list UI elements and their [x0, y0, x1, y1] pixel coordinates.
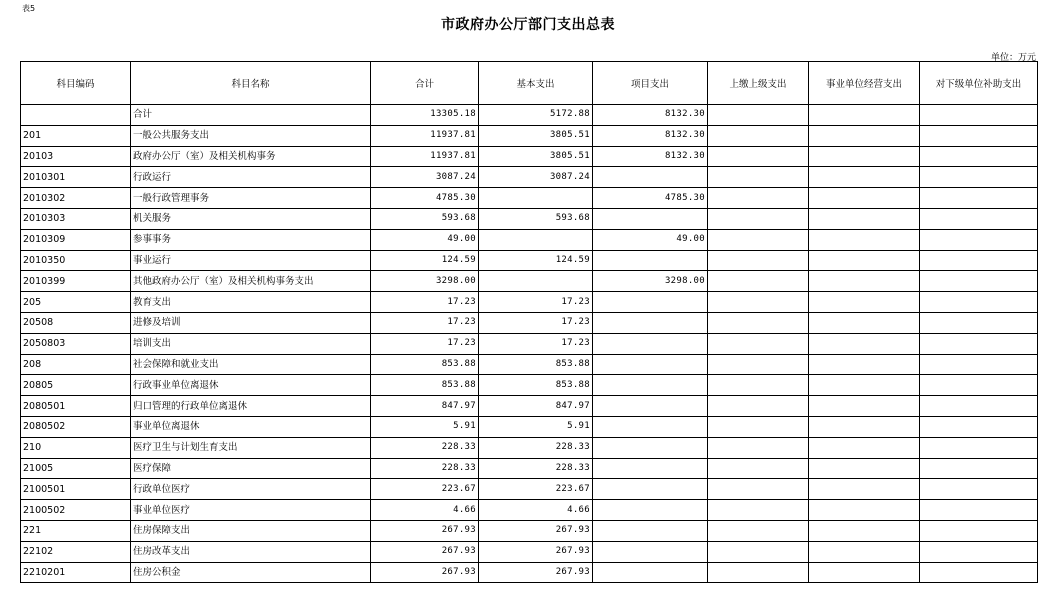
- basic-cell: 223.67: [479, 479, 593, 500]
- table-number: 表5: [22, 4, 36, 13]
- subject-name-cell: 行政单位医疗: [131, 479, 371, 500]
- header-total: 合计: [371, 62, 479, 105]
- subsidy-cell: [920, 333, 1038, 354]
- subject-code-cell: 2210201: [21, 562, 131, 583]
- operating-cell: [809, 520, 920, 541]
- remit-cell: [708, 479, 809, 500]
- header-institution-operating: 事业单位经营支出: [809, 62, 920, 105]
- basic-cell: 4.66: [479, 500, 593, 521]
- total-cell: 11937.81: [371, 125, 479, 146]
- header-subject-code: 科目编码: [21, 62, 131, 105]
- header-subsidy-to-subordinate: 对下级单位补助支出: [920, 62, 1038, 105]
- subject-name-cell: 归口管理的行政单位离退休: [131, 396, 371, 417]
- subsidy-cell: [920, 146, 1038, 167]
- subject-code-cell: 2010399: [21, 271, 131, 292]
- basic-cell: 5.91: [479, 416, 593, 437]
- subject-name-cell: 一般行政管理事务: [131, 188, 371, 209]
- remit-cell: [708, 250, 809, 271]
- table-row: [21, 271, 1038, 292]
- subject-code-cell: [21, 105, 131, 126]
- header-basic-expenditure: 基本支出: [479, 62, 593, 105]
- basic-cell: 3805.51: [479, 125, 593, 146]
- subsidy-cell: [920, 105, 1038, 126]
- project-cell: [593, 250, 708, 271]
- table-row: [21, 167, 1038, 188]
- total-cell: 847.97: [371, 396, 479, 417]
- subject-code-cell: 2010350: [21, 250, 131, 271]
- subject-name-cell: 住房公积金: [131, 562, 371, 583]
- operating-cell: [809, 146, 920, 167]
- project-cell: [593, 416, 708, 437]
- remit-cell: [708, 188, 809, 209]
- subject-code-cell: 2080502: [21, 416, 131, 437]
- operating-cell: [809, 500, 920, 521]
- subject-code-cell: 201: [21, 125, 131, 146]
- table-row: [21, 375, 1038, 396]
- remit-cell: [708, 208, 809, 229]
- subject-code-cell: 20508: [21, 312, 131, 333]
- table-row: [21, 416, 1038, 437]
- subject-name-cell: 一般公共服务支出: [131, 125, 371, 146]
- project-cell: [593, 458, 708, 479]
- subject-name-cell: 住房改革支出: [131, 541, 371, 562]
- table-row: [21, 437, 1038, 458]
- remit-cell: [708, 271, 809, 292]
- table-row: [21, 520, 1038, 541]
- total-cell: 267.93: [371, 520, 479, 541]
- total-cell: 17.23: [371, 292, 479, 313]
- subsidy-cell: [920, 167, 1038, 188]
- subject-name-cell: 政府办公厅（室）及相关机构事务: [131, 146, 371, 167]
- total-cell: 5.91: [371, 416, 479, 437]
- subsidy-cell: [920, 479, 1038, 500]
- basic-cell: 853.88: [479, 354, 593, 375]
- subject-name-cell: 进修及培训: [131, 312, 371, 333]
- operating-cell: [809, 416, 920, 437]
- project-cell: [593, 562, 708, 583]
- remit-cell: [708, 541, 809, 562]
- table-row: [21, 354, 1038, 375]
- total-cell: 17.23: [371, 312, 479, 333]
- table-row: [21, 396, 1038, 417]
- subject-code-cell: 2010309: [21, 229, 131, 250]
- operating-cell: [809, 479, 920, 500]
- basic-cell: 3087.24: [479, 167, 593, 188]
- subsidy-cell: [920, 396, 1038, 417]
- subject-name-cell: 行政事业单位离退休: [131, 375, 371, 396]
- basic-cell: 267.93: [479, 541, 593, 562]
- project-cell: 8132.30: [593, 125, 708, 146]
- operating-cell: [809, 541, 920, 562]
- expenditure-table: [20, 61, 1038, 583]
- project-cell: 3298.00: [593, 271, 708, 292]
- table-row: [21, 292, 1038, 313]
- project-cell: [593, 375, 708, 396]
- subsidy-cell: [920, 437, 1038, 458]
- subsidy-cell: [920, 208, 1038, 229]
- project-cell: 8132.30: [593, 105, 708, 126]
- subject-name-cell: 事业单位医疗: [131, 500, 371, 521]
- total-cell: 267.93: [371, 541, 479, 562]
- subsidy-cell: [920, 188, 1038, 209]
- project-cell: [593, 500, 708, 521]
- project-cell: 4785.30: [593, 188, 708, 209]
- total-cell: 49.00: [371, 229, 479, 250]
- table-body: [21, 105, 1038, 583]
- table-row: [21, 500, 1038, 521]
- subject-code-cell: 210: [21, 437, 131, 458]
- subject-code-cell: 2080501: [21, 396, 131, 417]
- operating-cell: [809, 271, 920, 292]
- project-cell: [593, 208, 708, 229]
- subject-code-cell: 22102: [21, 541, 131, 562]
- subsidy-cell: [920, 416, 1038, 437]
- subject-name-cell: 其他政府办公厅（室）及相关机构事务支出: [131, 271, 371, 292]
- basic-cell: 17.23: [479, 292, 593, 313]
- total-cell: 3087.24: [371, 167, 479, 188]
- project-cell: [593, 396, 708, 417]
- table-row: [21, 458, 1038, 479]
- operating-cell: [809, 354, 920, 375]
- header-subject-name: 科目名称: [131, 62, 371, 105]
- remit-cell: [708, 458, 809, 479]
- subject-name-cell: 合计: [131, 105, 371, 126]
- remit-cell: [708, 333, 809, 354]
- basic-cell: 3805.51: [479, 146, 593, 167]
- subsidy-cell: [920, 375, 1038, 396]
- operating-cell: [809, 250, 920, 271]
- basic-cell: 593.68: [479, 208, 593, 229]
- operating-cell: [809, 312, 920, 333]
- basic-cell: 5172.88: [479, 105, 593, 126]
- remit-cell: [708, 292, 809, 313]
- table-row: [21, 208, 1038, 229]
- remit-cell: [708, 312, 809, 333]
- subsidy-cell: [920, 500, 1038, 521]
- subsidy-cell: [920, 125, 1038, 146]
- header-project-expenditure: 项目支出: [593, 62, 708, 105]
- subsidy-cell: [920, 312, 1038, 333]
- basic-cell: 853.88: [479, 375, 593, 396]
- table-row: [21, 562, 1038, 583]
- basic-cell: 228.33: [479, 458, 593, 479]
- subject-code-cell: 2010302: [21, 188, 131, 209]
- subsidy-cell: [920, 271, 1038, 292]
- total-cell: 4785.30: [371, 188, 479, 209]
- subject-code-cell: 2050803: [21, 333, 131, 354]
- basic-cell: 228.33: [479, 437, 593, 458]
- subject-code-cell: 208: [21, 354, 131, 375]
- table-row: [21, 541, 1038, 562]
- operating-cell: [809, 125, 920, 146]
- remit-cell: [708, 105, 809, 126]
- basic-cell: 17.23: [479, 312, 593, 333]
- operating-cell: [809, 458, 920, 479]
- project-cell: [593, 167, 708, 188]
- operating-cell: [809, 188, 920, 209]
- basic-cell: 267.93: [479, 520, 593, 541]
- operating-cell: [809, 437, 920, 458]
- basic-cell: 847.97: [479, 396, 593, 417]
- operating-cell: [809, 229, 920, 250]
- project-cell: 49.00: [593, 229, 708, 250]
- operating-cell: [809, 562, 920, 583]
- total-cell: 3298.00: [371, 271, 479, 292]
- subsidy-cell: [920, 229, 1038, 250]
- operating-cell: [809, 375, 920, 396]
- table-row: [21, 312, 1038, 333]
- basic-cell: [479, 229, 593, 250]
- total-cell: 853.88: [371, 354, 479, 375]
- project-cell: [593, 437, 708, 458]
- basic-cell: [479, 188, 593, 209]
- subject-name-cell: 医疗卫生与计划生育支出: [131, 437, 371, 458]
- subject-name-cell: 行政运行: [131, 167, 371, 188]
- total-cell: 853.88: [371, 375, 479, 396]
- total-cell: 13305.18: [371, 105, 479, 126]
- subject-name-cell: 教育支出: [131, 292, 371, 313]
- subject-code-cell: 221: [21, 520, 131, 541]
- total-cell: 267.93: [371, 562, 479, 583]
- page-title: 市政府办公厅部门支出总表: [441, 17, 615, 33]
- project-cell: [593, 292, 708, 313]
- total-cell: 4.66: [371, 500, 479, 521]
- operating-cell: [809, 292, 920, 313]
- subject-name-cell: 事业运行: [131, 250, 371, 271]
- project-cell: 8132.30: [593, 146, 708, 167]
- unit-label: 单位：万元: [990, 53, 1036, 63]
- remit-cell: [708, 562, 809, 583]
- subject-code-cell: 2100502: [21, 500, 131, 521]
- project-cell: [593, 333, 708, 354]
- subject-name-cell: 社会保障和就业支出: [131, 354, 371, 375]
- subject-name-cell: 参事事务: [131, 229, 371, 250]
- table-row: [21, 479, 1038, 500]
- remit-cell: [708, 229, 809, 250]
- basic-cell: 17.23: [479, 333, 593, 354]
- table-row: [21, 229, 1038, 250]
- remit-cell: [708, 520, 809, 541]
- subsidy-cell: [920, 541, 1038, 562]
- total-cell: 11937.81: [371, 146, 479, 167]
- remit-cell: [708, 167, 809, 188]
- subsidy-cell: [920, 292, 1038, 313]
- basic-cell: 267.93: [479, 562, 593, 583]
- subject-code-cell: 2100501: [21, 479, 131, 500]
- subsidy-cell: [920, 458, 1038, 479]
- table-row: [21, 333, 1038, 354]
- total-cell: 228.33: [371, 437, 479, 458]
- subject-code-cell: 2010303: [21, 208, 131, 229]
- subject-name-cell: 住房保障支出: [131, 520, 371, 541]
- project-cell: [593, 479, 708, 500]
- subject-name-cell: 医疗保障: [131, 458, 371, 479]
- remit-cell: [708, 396, 809, 417]
- subject-name-cell: 事业单位离退休: [131, 416, 371, 437]
- subject-code-cell: 21005: [21, 458, 131, 479]
- remit-cell: [708, 354, 809, 375]
- subject-code-cell: 2010301: [21, 167, 131, 188]
- table-row: [21, 146, 1038, 167]
- subject-name-cell: 机关服务: [131, 208, 371, 229]
- total-cell: 124.59: [371, 250, 479, 271]
- project-cell: [593, 520, 708, 541]
- subsidy-cell: [920, 562, 1038, 583]
- header-row: [21, 62, 1038, 105]
- table-row: [21, 105, 1038, 126]
- operating-cell: [809, 333, 920, 354]
- subject-code-cell: 20103: [21, 146, 131, 167]
- header-remit-to-superior: 上缴上级支出: [708, 62, 809, 105]
- total-cell: 228.33: [371, 458, 479, 479]
- total-cell: 223.67: [371, 479, 479, 500]
- operating-cell: [809, 208, 920, 229]
- subject-code-cell: 205: [21, 292, 131, 313]
- subject-code-cell: 20805: [21, 375, 131, 396]
- operating-cell: [809, 105, 920, 126]
- subsidy-cell: [920, 354, 1038, 375]
- table-row: [21, 125, 1038, 146]
- subsidy-cell: [920, 520, 1038, 541]
- subject-name-cell: 培训支出: [131, 333, 371, 354]
- remit-cell: [708, 146, 809, 167]
- table-row: [21, 250, 1038, 271]
- subsidy-cell: [920, 250, 1038, 271]
- basic-cell: [479, 271, 593, 292]
- remit-cell: [708, 437, 809, 458]
- basic-cell: 124.59: [479, 250, 593, 271]
- total-cell: 17.23: [371, 333, 479, 354]
- table-row: [21, 188, 1038, 209]
- operating-cell: [809, 167, 920, 188]
- remit-cell: [708, 416, 809, 437]
- remit-cell: [708, 125, 809, 146]
- operating-cell: [809, 396, 920, 417]
- remit-cell: [708, 500, 809, 521]
- remit-cell: [708, 375, 809, 396]
- project-cell: [593, 354, 708, 375]
- project-cell: [593, 541, 708, 562]
- project-cell: [593, 312, 708, 333]
- total-cell: 593.68: [371, 208, 479, 229]
